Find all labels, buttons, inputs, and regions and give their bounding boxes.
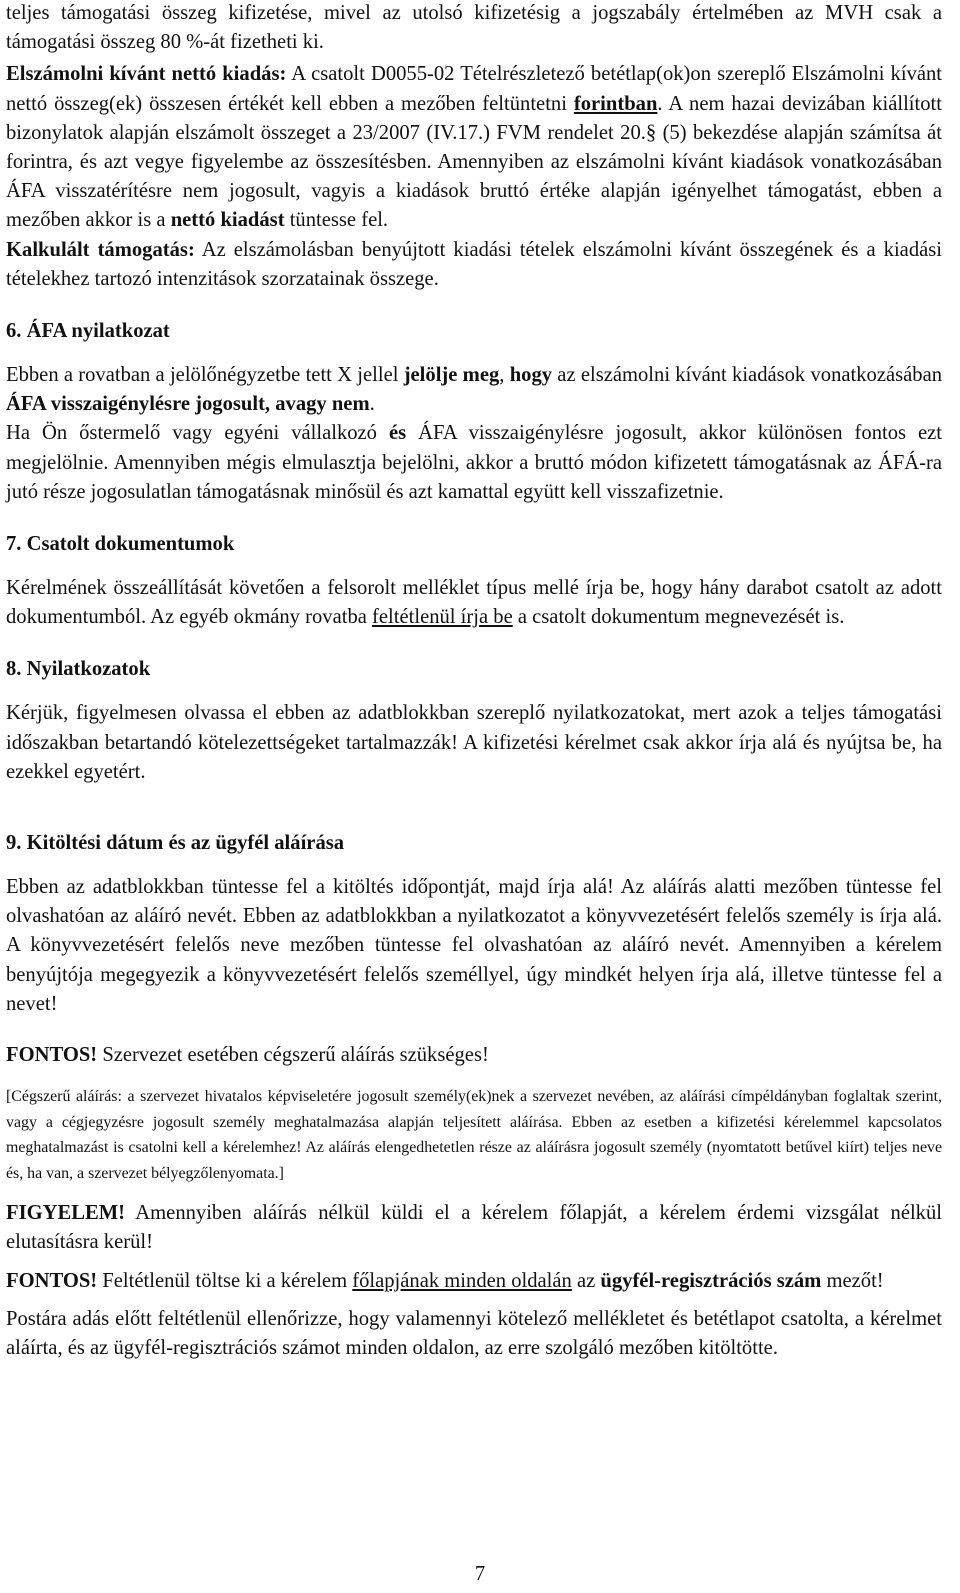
s6-p1-f: ÁFA visszaigénylésre jogosult, avagy nem — [6, 393, 370, 416]
netto-text-3: Amennyiben az elszámolni kívánt kiadások vonatkozásában ÁFA visszatérítésre nem jogosult, vagyis a kiadások bruttó értéke alapján igényelhet támogatást, ebben a mezőben akkor is a — [6, 151, 942, 232]
s6-p1-e: az elszámolni kívánt kiadások vonatkozásában — [552, 364, 943, 387]
intro-text: teljes támogatási összeg kifizetése, mivel az utolsó kifizetésig a jogszabály értelmében az MVH csak a támogatási összeg 80 %-át fizetheti ki. — [6, 2, 942, 54]
s6-p2-b: és — [388, 422, 407, 445]
forintban-text: forintban — [573, 92, 658, 115]
postara-text: Postára adás előtt feltétlenül ellenőrizze, hogy valamennyi kötelező mellékletet és betétlapot csatolta, a kérelmet aláírta, és az ügyfél-regisztrációs számot minden oldalon, az erre szolgáló mezőben kitöltötte. — [6, 1307, 942, 1360]
fontos-2-label: FONTOS! — [6, 1269, 98, 1292]
s7-text-c: a csatolt dokumentum megnevezését is. — [512, 606, 845, 629]
netto-text-1: A csatolt D0055-02 Tételrészletező betétlap(ok)on szereplő Elszámolni kívánt nettó összeg(ek) összesen értékét kell ebben a mezőben feltüntetni — [6, 63, 943, 115]
section-7-heading: 7. Csatolt dokumentumok — [6, 533, 235, 556]
s6-p1-g: . — [369, 393, 375, 416]
figyelem-text: Amennyiben aláírás nélkül küldi el a kérelem főlapját, a kérelem érdemi vizsgálat nélkül elutasításra kerül! — [6, 1202, 942, 1254]
s9-text: Ebben az adatblokkban tüntesse fel a kitöltés időpontját, majd írja alá! Az aláírás alatti mezőben tüntesse fel olvashatóan az aláíró nevét. Ebben az adatblokkban a nyilatkozatot a könyvvezetésért felelős személy is írja alá. A könyvvezetésért felelős neve mezőben tüntesse fel olvashatóan az aláíró nevét. Amennyiben a kérelem benyújtója megegyezik a könyvvezetésért felelős személlyel, úgy mindkét helyen írja alá, illetve tüntesse fel a nevet! — [6, 876, 942, 1015]
fontos-1-label: FONTOS! — [6, 1044, 98, 1067]
kalkulalt-paragraph — [6, 236, 942, 294]
intro-paragraph — [6, 0, 942, 57]
fontos-2-b: főlapjának minden oldalán — [352, 1269, 572, 1292]
section-9-paragraph — [6, 873, 942, 1019]
figyelem-paragraph — [6, 1199, 942, 1257]
netto-paragraph — [6, 60, 942, 235]
fontos-1-paragraph — [6, 1041, 942, 1070]
fontos-2-e: mezőt! — [821, 1269, 884, 1292]
section-9-heading: 9. Kitöltési dátum és az ügyfél aláírása — [6, 832, 345, 855]
fontos-2-c: az — [571, 1269, 601, 1292]
s7-text-b: feltétlenül írja be — [372, 606, 513, 629]
section-8-paragraph — [6, 699, 942, 787]
section-8-heading: 8. Nyilatkozatok — [6, 658, 151, 681]
netto-text-4: tüntesse fel. — [284, 209, 389, 232]
fontos-1-text: Szervezet esetében cégszerű aláírás szükséges! — [97, 1044, 489, 1067]
document-page — [6, 0, 942, 1363]
section-7-paragraph — [6, 574, 942, 632]
s6-p1-c: , — [499, 364, 510, 387]
netto-text-2: . A nem hazai devizában kiállított bizonylatok alapján elszámolt összeget a 23/2007 (IV.17.) FVM rendelet 20.§ (5) bekezdése alapján számítsa át forintra, és azt vegye figyelembe az összesítésben. — [6, 92, 942, 174]
netto-label: Elszámolni kívánt nettó kiadás: — [6, 63, 287, 86]
s6-p1-a: Ebben a rovatban a jelölőnégyzetbe tett X jellel — [6, 364, 404, 387]
fontos-2-paragraph — [6, 1267, 942, 1296]
s6-p1-b: jelölje meg — [403, 364, 500, 387]
fontos-2-a: Feltétlenül töltse ki a kérelem — [97, 1269, 353, 1292]
section-6-heading: 6. ÁFA nyilatkozat — [6, 320, 170, 343]
postara-paragraph — [6, 1305, 942, 1363]
kalkulalt-text: Az elszámolásban benyújtott kiadási tételek elszámolni kívánt összegének és a kiadási tételekhez tartozó intenzitások szorzatainak összege. — [6, 238, 942, 290]
kalkulalt-label: Kalkulált támogatás: — [6, 238, 195, 261]
s7-text-a: Kérelmének összeállítását követően a felsorolt melléklet típus mellé írja be, hogy hány darabot csatolt az adott dokumentumból. Az egyéb okmány rovatba — [6, 577, 942, 629]
s6-p1-d: hogy — [509, 364, 553, 387]
s6-p2-a: Ha Ön őstermelő vagy egyéni vállalkozó — [6, 422, 389, 445]
section-6-paragraph-2 — [6, 419, 942, 507]
figyelem-label: FIGYELEM! — [6, 1202, 125, 1225]
fontos-2-d: ügyfél-regisztrációs szám — [600, 1269, 822, 1292]
s8-text: Kérjük, figyelmesen olvassa el ebben az adatblokkban szereplő nyilatkozatokat, mert azok a teljes támogatási időszakban betartandó kötelezettségeket tartalmazzák! A kifizetési kérelmet csak akkor írja alá és nyújtsa be, ha ezekkel egyetért. — [6, 702, 942, 783]
netto-kiadast-text: nettó kiadást — [170, 209, 285, 232]
section-6-paragraph-1 — [6, 361, 942, 419]
cegszeru-text: [Cégszerű aláírás: a szervezet hivatalos képviseletére jogosult személy(ek)nek a szervezet nevében, az aláírási címpéldányban foglaltak szerint, vagy a cégjegyzésre jogosult személy meghatalmazása alapján teljesített aláírása. Ebben az esetben a kifizetési kérelemmel kapcsolatos meghatalmazást is csatolni kell a kérelemhez! Az aláírás elengedhetetlen része az aláírásra jogosult személy (nyomtatott betűvel kiírt) teljes neve és, ha van, a szervezet bélyegzőlenyomata.] — [6, 1088, 942, 1182]
s6-p2-d: Amennyiben mégis elmulasztja bejelölni, akkor a bruttó módon kifizetett támogatásnak az ÁFÁ-ra jutó része jogosulatlan támogatásnak minősül és azt kamattal együtt kell visszafizetnie. — [6, 451, 942, 503]
page-number: 7 — [474, 1563, 486, 1585]
s6-p2-c: ÁFA visszaigénylésre jogosult, akkor különösen fontos ezt megjelölnie. — [6, 422, 943, 474]
cegszeru-note — [6, 1084, 942, 1186]
